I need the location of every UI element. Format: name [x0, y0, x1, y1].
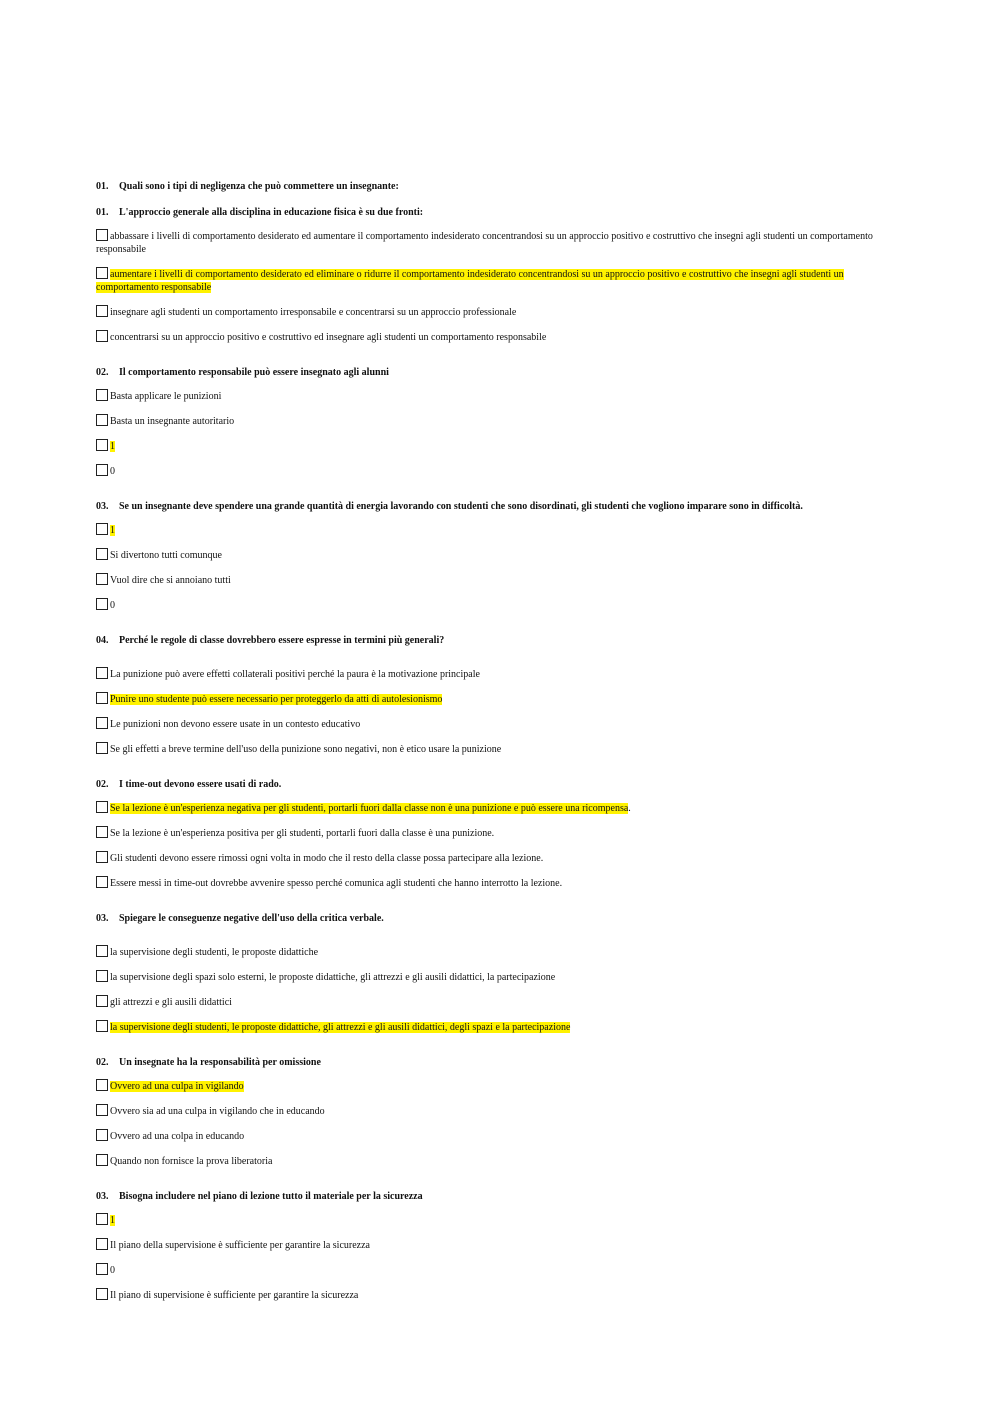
- answer-checkbox[interactable]: [96, 389, 108, 401]
- answer-option[interactable]: [96, 1129, 896, 1143]
- answer-checkbox[interactable]: [96, 692, 108, 704]
- question-list: [96, 206, 896, 1302]
- answer-checkbox[interactable]: [96, 1020, 108, 1032]
- answer-option[interactable]: [96, 439, 896, 453]
- answer-label: concentrarsi su un approccio positivo e costruttivo ed insegnare agli studenti un comportamento responsabile: [110, 332, 547, 343]
- answer-checkbox[interactable]: [96, 548, 108, 560]
- answer-label: Si divertono tutti comunque: [110, 550, 222, 561]
- question-block: [96, 206, 896, 344]
- answer-label: abbassare i livelli di comportamento desiderato ed aumentare il comportamento indesiderato concentrandosi su un approccio positivo e costruttivo che insegni agli studenti un comportamento responsabile: [96, 231, 873, 255]
- answer-checkbox[interactable]: [96, 1129, 108, 1141]
- answer-label-highlighted: la supervisione degli studenti, le proposte didattiche, gli attrezzi e gli ausili didattici, degli spazi e la partecipazione: [110, 1022, 571, 1033]
- question-number: 01.: [96, 207, 109, 218]
- answer-checkbox[interactable]: [96, 970, 108, 982]
- question-heading: [96, 500, 896, 513]
- question-block: [96, 1190, 896, 1302]
- answer-checkbox[interactable]: [96, 573, 108, 585]
- answer-option[interactable]: [96, 464, 896, 478]
- answer-label: insegnare agli studenti un comportamento irresponsabile e concentrarsi su un approccio professionale: [110, 307, 517, 318]
- question-block: [96, 778, 896, 890]
- answer-label: Il piano della supervisione è sufficiente per garantire la sicurezza: [110, 1240, 370, 1251]
- answer-option[interactable]: [96, 330, 896, 344]
- answer-checkbox[interactable]: [96, 598, 108, 610]
- answer-checkbox[interactable]: [96, 801, 108, 813]
- question-block: [96, 366, 896, 478]
- answer-checkbox[interactable]: [96, 876, 108, 888]
- question-text: Il comportamento responsabile può essere insegnato agli alunni: [119, 367, 389, 378]
- question-text: L'approccio generale alla disciplina in educazione fisica è su due fronti:: [119, 207, 424, 218]
- question-heading: [96, 1056, 896, 1069]
- answer-checkbox[interactable]: [96, 1288, 108, 1300]
- answer-option[interactable]: [96, 1154, 896, 1168]
- answer-checkbox[interactable]: [96, 717, 108, 729]
- question-text: I time-out devono essere usati di rado.: [119, 779, 282, 790]
- answer-suffix: .: [628, 803, 631, 814]
- answer-option[interactable]: [96, 667, 896, 681]
- answer-option[interactable]: [96, 945, 896, 959]
- answer-option[interactable]: [96, 414, 896, 428]
- answer-option[interactable]: [96, 851, 896, 865]
- answer-label-highlighted: 1: [110, 1215, 115, 1226]
- answer-label: 0: [110, 1265, 115, 1276]
- answer-option[interactable]: [96, 548, 896, 562]
- answer-option[interactable]: [96, 1213, 896, 1227]
- answer-label: Gli studenti devono essere rimossi ogni volta in modo che il resto della classe possa partecipare alla lezione.: [110, 853, 544, 864]
- answer-checkbox[interactable]: [96, 305, 108, 317]
- answer-option[interactable]: [96, 229, 896, 256]
- answer-checkbox[interactable]: [96, 229, 108, 241]
- answer-label: Quando non fornisce la prova liberatoria: [110, 1156, 273, 1167]
- answer-checkbox[interactable]: [96, 1154, 108, 1166]
- answer-option[interactable]: [96, 389, 896, 403]
- answer-label: Vuol dire che si annoiano tutti: [110, 575, 231, 586]
- question-text: Perché le regole di classe dovrebbero essere espresse in termini più generali?: [119, 635, 445, 646]
- answer-label-highlighted: Punire uno studente può essere necessario per proteggerlo da atti di autolesionismo: [110, 694, 443, 705]
- question-text: Spiegare le conseguenze negative dell'uso della critica verbale.: [119, 913, 384, 924]
- answer-option[interactable]: [96, 742, 896, 756]
- answer-option[interactable]: [96, 826, 896, 840]
- answer-option[interactable]: [96, 573, 896, 587]
- answer-label: 0: [110, 600, 115, 611]
- answer-checkbox[interactable]: [96, 995, 108, 1007]
- question-number: 03.: [96, 1191, 109, 1202]
- question-number: 02.: [96, 367, 109, 378]
- title-text: Quali sono i tipi di negligenza che può commettere un insegnante:: [119, 181, 399, 192]
- answer-option[interactable]: [96, 692, 896, 706]
- answer-label-highlighted: Ovvero ad una culpa in vigilando: [110, 1081, 244, 1092]
- answer-option[interactable]: [96, 1104, 896, 1118]
- answer-checkbox[interactable]: [96, 742, 108, 754]
- answer-label: Ovvero sia ad una culpa in vigilando che in educando: [110, 1106, 325, 1117]
- question-block: [96, 634, 896, 756]
- answer-checkbox[interactable]: [96, 267, 108, 279]
- answer-label: Il piano di supervisione è sufficiente per garantire la sicurezza: [110, 1290, 359, 1301]
- question-number: 03.: [96, 913, 109, 924]
- question-heading: [96, 206, 896, 219]
- answer-checkbox[interactable]: [96, 1213, 108, 1225]
- answer-option[interactable]: [96, 1020, 896, 1034]
- question-text: Bisogna includere nel piano di lezione tutto il materiale per la sicurezza: [119, 1191, 423, 1202]
- answer-label: la supervisione degli studenti, le proposte didattiche: [110, 947, 319, 958]
- answer-label: Basta un insegnante autoritario: [110, 416, 235, 427]
- question-text: Se un insegnante deve spendere una grande quantità di energia lavorando con studenti che sono disordinati, gli studenti che vogliono imparare sono in difficoltà.: [119, 501, 803, 512]
- question-heading: [96, 1190, 896, 1203]
- answer-label: Essere messi in time-out dovrebbe avvenire spesso perché comunica agli studenti che hanno interrotto la lezione.: [110, 878, 563, 889]
- page-title: [96, 180, 896, 193]
- question-number: 02.: [96, 779, 109, 790]
- answer-checkbox[interactable]: [96, 523, 108, 535]
- answer-label: La punizione può avere effetti collaterali positivi perché la paura è la motivazione principale: [110, 669, 480, 680]
- answer-option[interactable]: [96, 801, 896, 815]
- answer-option[interactable]: [96, 1079, 896, 1093]
- question-block: [96, 1056, 896, 1168]
- question-number: 03.: [96, 501, 109, 512]
- answer-checkbox[interactable]: [96, 439, 108, 451]
- answer-label: gli attrezzi e gli ausili didattici: [110, 997, 232, 1008]
- answer-label-highlighted: aumentare i livelli di comportamento desiderato ed eliminare o ridurre il comportamento indesiderato concentrandosi su un approccio positivo e costruttivo che insegni agli studenti un comportamento responsabile: [96, 269, 844, 293]
- question-block: [96, 912, 896, 1034]
- answer-checkbox[interactable]: [96, 667, 108, 679]
- question-heading: [96, 634, 896, 647]
- answer-label: Ovvero ad una colpa in educando: [110, 1131, 245, 1142]
- question-heading: [96, 912, 896, 925]
- title-number: 01.: [96, 181, 109, 192]
- answer-checkbox[interactable]: [96, 826, 108, 838]
- answer-label: Se la lezione è un'esperienza positiva per gli studenti, portarli fuori dalla classe è una punizione.: [110, 828, 495, 839]
- answer-option[interactable]: [96, 598, 896, 612]
- question-number: 04.: [96, 635, 109, 646]
- answer-label: Se gli effetti a breve termine dell'uso della punizione sono negativi, non è etico usare la punizione: [110, 744, 502, 755]
- answer-option[interactable]: [96, 1238, 896, 1252]
- answer-checkbox[interactable]: [96, 1104, 108, 1116]
- answer-checkbox[interactable]: [96, 851, 108, 863]
- answer-checkbox[interactable]: [96, 330, 108, 342]
- answer-option[interactable]: [96, 267, 896, 294]
- answer-label-highlighted: Se la lezione è un'esperienza negativa per gli studenti, portarli fuori dalla classe non è una punizione e può essere una ricompensa: [110, 803, 629, 814]
- answer-option[interactable]: [96, 717, 896, 731]
- answer-option[interactable]: [96, 305, 896, 319]
- answer-option[interactable]: [96, 1288, 896, 1302]
- answer-option[interactable]: [96, 970, 896, 984]
- question-number: 02.: [96, 1057, 109, 1068]
- answer-checkbox[interactable]: [96, 945, 108, 957]
- answer-option[interactable]: [96, 523, 896, 537]
- answer-checkbox[interactable]: [96, 1263, 108, 1275]
- quiz-page: [96, 180, 896, 1324]
- answer-checkbox[interactable]: [96, 1079, 108, 1091]
- answer-label: Le punizioni non devono essere usate in un contesto educativo: [110, 719, 361, 730]
- answer-label: Basta applicare le punizioni: [110, 391, 222, 402]
- answer-label: la supervisione degli spazi solo esterni, le proposte didattiche, gli attrezzi e gli ausili didattici, la partecipazione: [110, 972, 556, 983]
- answer-checkbox[interactable]: [96, 464, 108, 476]
- question-text: Un insegnate ha la responsabilità per omissione: [119, 1057, 321, 1068]
- question-heading: [96, 778, 896, 791]
- answer-checkbox[interactable]: [96, 1238, 108, 1250]
- answer-label-highlighted: 1: [110, 525, 115, 536]
- answer-option[interactable]: [96, 995, 896, 1009]
- question-heading: [96, 366, 896, 379]
- answer-option[interactable]: [96, 876, 896, 890]
- answer-checkbox[interactable]: [96, 414, 108, 426]
- answer-label: 0: [110, 466, 115, 477]
- answer-label-highlighted: 1: [110, 441, 115, 452]
- question-block: [96, 500, 896, 612]
- answer-option[interactable]: [96, 1263, 896, 1277]
